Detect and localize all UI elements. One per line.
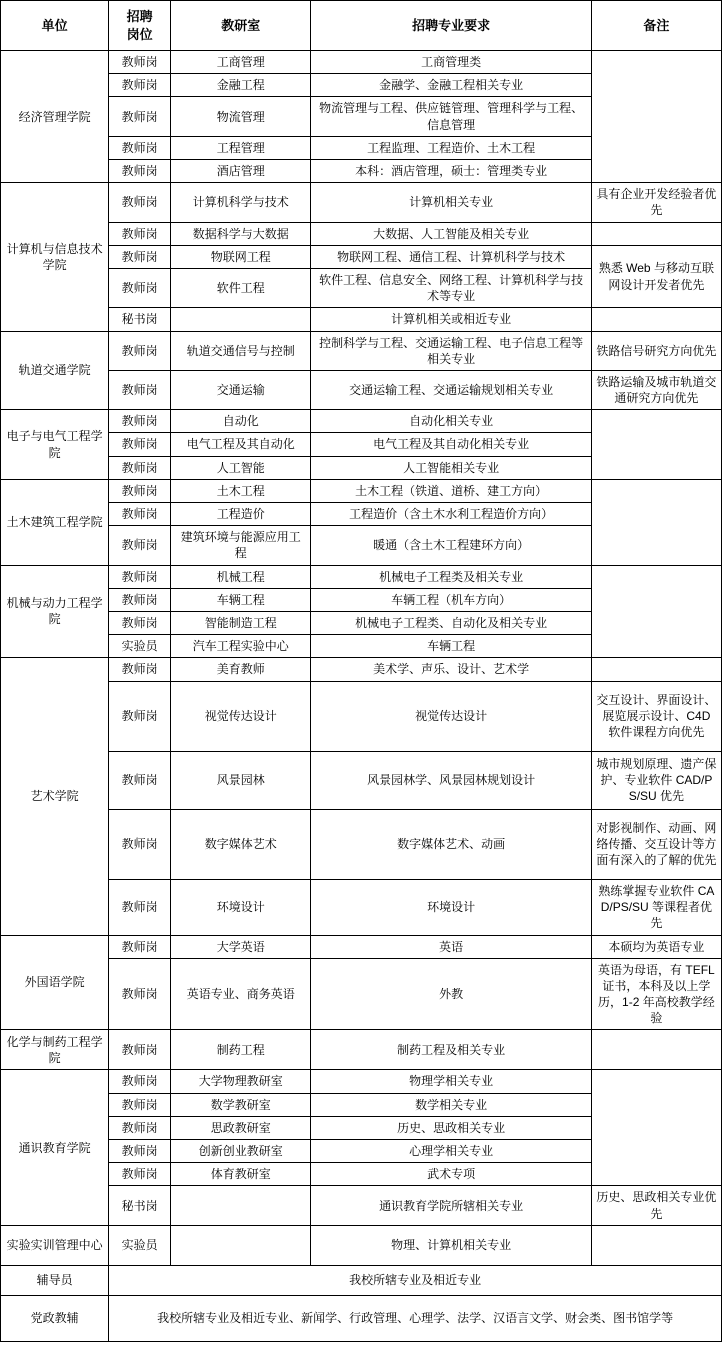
post-cell: 教师岗 <box>109 268 171 307</box>
major-cell: 交通运输工程、交通运输规划相关专业 <box>311 370 591 409</box>
table-row <box>1 1030 722 1070</box>
major-cell: 外教 <box>311 958 591 1030</box>
department-cell: 数据科学与大数据 <box>171 222 311 245</box>
post-cell: 教师岗 <box>109 136 171 159</box>
major-cell: 风景园林学、风景园林规划设计 <box>311 751 591 809</box>
remark-cell: 对影视制作、动画、网络传播、交互设计等方面有深入的了解的优先 <box>591 809 721 879</box>
table-row <box>1 479 722 502</box>
department-cell: 智能制造工程 <box>171 611 311 634</box>
table-row <box>1 370 722 409</box>
post-cell: 教师岗 <box>109 503 171 526</box>
header-post-line1: 招聘 <box>126 9 153 24</box>
unit-cell: 经济管理学院 <box>1 51 109 183</box>
major-cell: 物联网工程、通信工程、计算机科学与技术 <box>311 245 591 268</box>
major-cell: 车辆工程（机车方向） <box>311 588 591 611</box>
remark-cell: 英语为母语，有 TEFL 证书，本科及以上学历，1-2 年高校教学经验 <box>591 958 721 1030</box>
unit-cell: 艺术学院 <box>1 658 109 935</box>
department-cell <box>171 1186 311 1225</box>
major-cell: 本科：酒店管理，硕士：管理类专业 <box>311 160 591 183</box>
major-cell: 环境设计 <box>311 879 591 935</box>
post-cell: 教师岗 <box>109 958 171 1030</box>
major-cell: 视觉传达设计 <box>311 681 591 751</box>
remark-cell <box>591 410 721 480</box>
major-cell: 英语 <box>311 935 591 958</box>
major-cell: 数字媒体艺术、动画 <box>311 809 591 879</box>
post-cell: 实验员 <box>109 1225 171 1265</box>
post-cell: 教师岗 <box>109 456 171 479</box>
unit-cell: 党政教辅 <box>1 1295 109 1341</box>
post-cell: 教师岗 <box>109 331 171 370</box>
major-cell: 金融学、金融工程相关专业 <box>311 74 591 97</box>
remark-cell: 熟练掌握专业软件 CAD/PS/SU 等课程者优先 <box>591 879 721 935</box>
major-cell: 工商管理类 <box>311 51 591 74</box>
remark-cell: 历史、思政相关专业优先 <box>591 1186 721 1225</box>
header-unit: 单位 <box>1 1 109 51</box>
major-cell: 人工智能相关专业 <box>311 456 591 479</box>
department-cell: 酒店管理 <box>171 160 311 183</box>
table-row <box>1 222 722 245</box>
full-width-major-cell: 我校所辖专业及相近专业、新闻学、行政管理、心理学、法学、汉语言文学、财会类、图书馆学等 <box>109 1295 722 1341</box>
header-major-requirement: 招聘专业要求 <box>311 1 591 51</box>
department-cell: 工程造价 <box>171 503 311 526</box>
major-cell: 土木工程（铁道、道桥、建工方向） <box>311 479 591 502</box>
unit-cell: 辅导员 <box>1 1265 109 1295</box>
table-row <box>1 51 722 74</box>
remark-cell: 城市规划原理、遗产保护、专业软件 CAD/PS/SU 优先 <box>591 751 721 809</box>
major-cell: 计算机相关专业 <box>311 183 591 222</box>
remark-cell <box>591 658 721 681</box>
unit-cell: 化学与制药工程学院 <box>1 1030 109 1070</box>
post-cell: 教师岗 <box>109 479 171 502</box>
unit-cell: 电子与电气工程学院 <box>1 410 109 480</box>
major-cell: 美术学、声乐、设计、艺术学 <box>311 658 591 681</box>
post-cell: 教师岗 <box>109 526 171 565</box>
table-row <box>1 751 722 809</box>
remark-cell <box>591 222 721 245</box>
department-cell: 数字媒体艺术 <box>171 809 311 879</box>
major-cell: 物理学相关专业 <box>311 1070 591 1093</box>
remark-cell <box>591 308 721 331</box>
table-row <box>1 183 722 222</box>
remark-cell: 熟悉 Web 与移动互联网设计开发者优先 <box>591 245 721 308</box>
header-department: 教研室 <box>171 1 311 51</box>
unit-cell: 通识教育学院 <box>1 1070 109 1225</box>
post-cell: 教师岗 <box>109 658 171 681</box>
post-cell: 教师岗 <box>109 370 171 409</box>
post-cell: 秘书岗 <box>109 308 171 331</box>
table-row <box>1 1186 722 1225</box>
major-cell: 武术专项 <box>311 1163 591 1186</box>
post-cell: 教师岗 <box>109 183 171 222</box>
major-cell: 心理学相关专业 <box>311 1140 591 1163</box>
remark-cell: 交互设计、界面设计、展览展示设计、C4D 软件课程方向优先 <box>591 681 721 751</box>
department-cell: 软件工程 <box>171 268 311 307</box>
post-cell: 教师岗 <box>109 1140 171 1163</box>
department-cell: 美育教师 <box>171 658 311 681</box>
department-cell: 轨道交通信号与控制 <box>171 331 311 370</box>
post-cell: 教师岗 <box>109 222 171 245</box>
major-cell: 工程监理、工程造价、土木工程 <box>311 136 591 159</box>
department-cell: 环境设计 <box>171 879 311 935</box>
table-row <box>1 565 722 588</box>
table-row <box>1 331 722 370</box>
post-cell: 教师岗 <box>109 1070 171 1093</box>
department-cell: 体育教研室 <box>171 1163 311 1186</box>
remark-cell <box>591 1030 721 1070</box>
post-cell: 教师岗 <box>109 879 171 935</box>
major-cell: 通识教育学院所辖相关专业 <box>311 1186 591 1225</box>
post-cell: 教师岗 <box>109 51 171 74</box>
major-cell: 电气工程及其自动化相关专业 <box>311 433 591 456</box>
post-cell: 教师岗 <box>109 565 171 588</box>
unit-cell: 计算机与信息技术学院 <box>1 183 109 331</box>
department-cell: 工程管理 <box>171 136 311 159</box>
header-remark: 备注 <box>591 1 721 51</box>
header-post-line2: 岗位 <box>126 26 153 42</box>
department-cell: 英语专业、商务英语 <box>171 958 311 1030</box>
post-cell: 教师岗 <box>109 751 171 809</box>
post-cell: 教师岗 <box>109 433 171 456</box>
major-cell: 控制科学与工程、交通运输工程、电子信息工程等相关专业 <box>311 331 591 370</box>
table-row <box>1 935 722 958</box>
post-cell: 教师岗 <box>109 410 171 433</box>
department-cell: 工商管理 <box>171 51 311 74</box>
table-row <box>1 245 722 268</box>
post-cell: 教师岗 <box>109 809 171 879</box>
department-cell: 风景园林 <box>171 751 311 809</box>
post-cell: 教师岗 <box>109 1093 171 1116</box>
department-cell: 自动化 <box>171 410 311 433</box>
unit-cell: 外国语学院 <box>1 935 109 1030</box>
major-cell: 自动化相关专业 <box>311 410 591 433</box>
post-cell: 教师岗 <box>109 1163 171 1186</box>
table-row <box>1 1070 722 1093</box>
header-post <box>109 1 171 51</box>
post-cell: 教师岗 <box>109 681 171 751</box>
unit-cell: 轨道交通学院 <box>1 331 109 410</box>
department-cell: 思政教研室 <box>171 1116 311 1139</box>
major-cell: 计算机相关或相近专业 <box>311 308 591 331</box>
remark-cell <box>591 1070 721 1186</box>
unit-cell: 实验实训管理中心 <box>1 1225 109 1265</box>
table-row <box>1 1225 722 1265</box>
department-cell: 大学物理教研室 <box>171 1070 311 1093</box>
major-cell: 数学相关专业 <box>311 1093 591 1116</box>
major-cell: 制药工程及相关专业 <box>311 1030 591 1070</box>
post-cell: 教师岗 <box>109 588 171 611</box>
table-body <box>1 51 722 1342</box>
table-row <box>1 879 722 935</box>
table-row <box>1 308 722 331</box>
major-cell: 历史、思政相关专业 <box>311 1116 591 1139</box>
remark-cell <box>591 565 721 658</box>
department-cell <box>171 308 311 331</box>
major-cell: 大数据、人工智能及相关专业 <box>311 222 591 245</box>
post-cell: 教师岗 <box>109 160 171 183</box>
department-cell: 土木工程 <box>171 479 311 502</box>
post-cell: 教师岗 <box>109 1116 171 1139</box>
remark-cell: 本硕均为英语专业 <box>591 935 721 958</box>
post-cell: 教师岗 <box>109 611 171 634</box>
post-cell: 教师岗 <box>109 74 171 97</box>
remark-cell <box>591 1225 721 1265</box>
major-cell: 工程造价（含土木水利工程造价方向） <box>311 503 591 526</box>
department-cell: 车辆工程 <box>171 588 311 611</box>
department-cell: 机械工程 <box>171 565 311 588</box>
department-cell: 物联网工程 <box>171 245 311 268</box>
department-cell: 交通运输 <box>171 370 311 409</box>
department-cell <box>171 1225 311 1265</box>
remark-cell: 铁路信号研究方向优先 <box>591 331 721 370</box>
remark-cell <box>591 479 721 565</box>
major-cell: 物理、计算机相关专业 <box>311 1225 591 1265</box>
remark-cell <box>591 51 721 183</box>
department-cell: 建筑环境与能源应用工程 <box>171 526 311 565</box>
remark-cell: 铁路运输及城市轨道交通研究方向优先 <box>591 370 721 409</box>
department-cell: 创新创业教研室 <box>171 1140 311 1163</box>
major-cell: 机械电子工程类及相关专业 <box>311 565 591 588</box>
major-cell: 车辆工程 <box>311 635 591 658</box>
post-cell: 实验员 <box>109 635 171 658</box>
post-cell: 秘书岗 <box>109 1186 171 1225</box>
full-width-major-cell: 我校所辖专业及相近专业 <box>109 1265 722 1295</box>
unit-cell: 土木建筑工程学院 <box>1 479 109 565</box>
department-cell: 大学英语 <box>171 935 311 958</box>
department-cell: 物流管理 <box>171 97 311 136</box>
department-cell: 数学教研室 <box>171 1093 311 1116</box>
department-cell: 视觉传达设计 <box>171 681 311 751</box>
post-cell: 教师岗 <box>109 245 171 268</box>
post-cell: 教师岗 <box>109 935 171 958</box>
table-row <box>1 681 722 751</box>
table-header <box>1 1 722 51</box>
post-cell: 教师岗 <box>109 1030 171 1070</box>
unit-cell: 机械与动力工程学院 <box>1 565 109 658</box>
department-cell: 金融工程 <box>171 74 311 97</box>
table-row <box>1 410 722 433</box>
table-row <box>1 658 722 681</box>
table-row <box>1 809 722 879</box>
department-cell: 人工智能 <box>171 456 311 479</box>
department-cell: 制药工程 <box>171 1030 311 1070</box>
remark-cell: 具有企业开发经验者优先 <box>591 183 721 222</box>
table-row <box>1 1265 722 1295</box>
major-cell: 物流管理与工程、供应链管理、管理科学与工程、信息管理 <box>311 97 591 136</box>
header-row <box>1 1 722 51</box>
major-cell: 暖通（含土木工程建环方向） <box>311 526 591 565</box>
major-cell: 软件工程、信息安全、网络工程、计算机科学与技术等专业 <box>311 268 591 307</box>
department-cell: 汽车工程实验中心 <box>171 635 311 658</box>
table-row <box>1 1295 722 1341</box>
department-cell: 计算机科学与技术 <box>171 183 311 222</box>
table-row <box>1 958 722 1030</box>
major-cell: 机械电子工程类、自动化及相关专业 <box>311 611 591 634</box>
department-cell: 电气工程及其自动化 <box>171 433 311 456</box>
post-cell: 教师岗 <box>109 97 171 136</box>
